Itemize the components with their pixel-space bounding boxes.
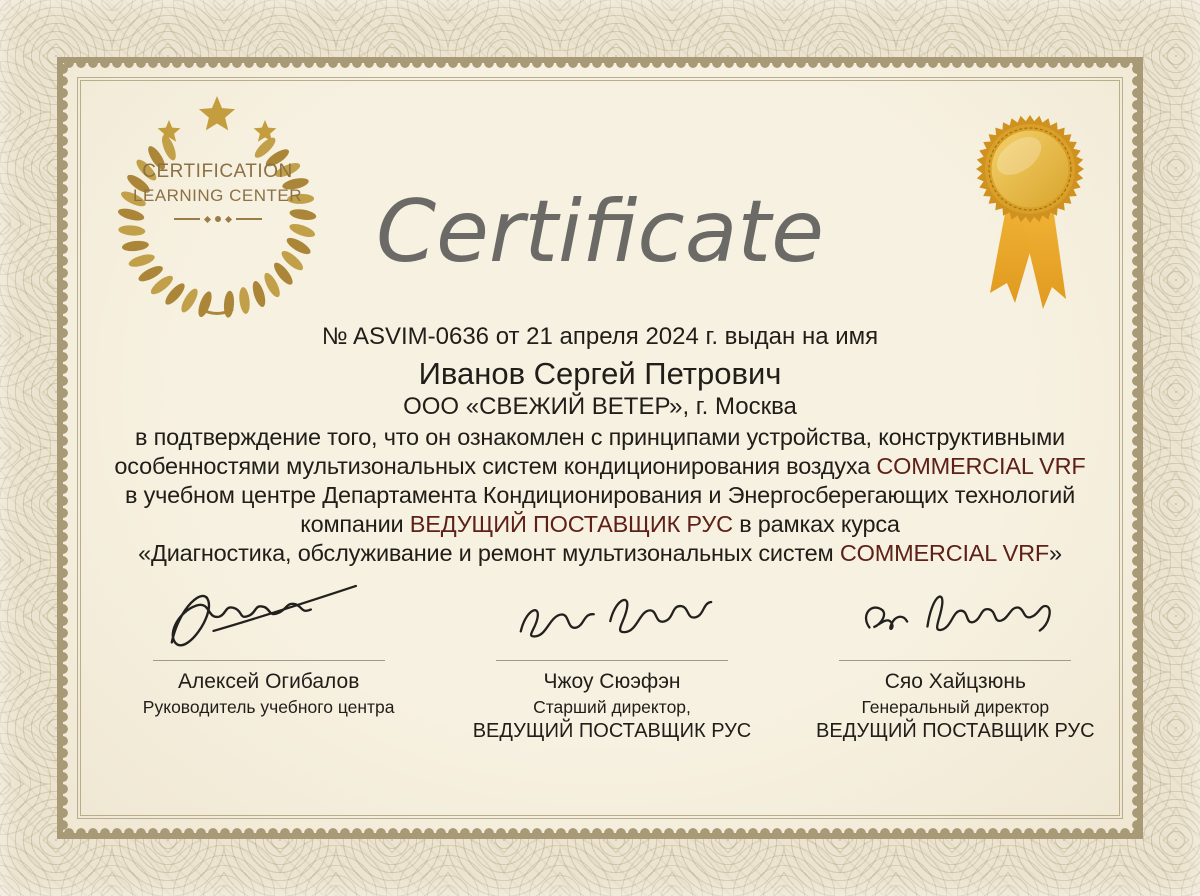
- signatory-name: Алексей Огибалов: [177, 670, 360, 693]
- accent-commercial-vrf: COMMERCIAL VRF: [876, 453, 1086, 479]
- body-text-segment: компании: [300, 511, 410, 537]
- body-text-segment: в учебном центре Департамента Кондиционирования и Энергосберегающих технологий: [124, 482, 1076, 508]
- body-text-segment: »: [1049, 540, 1062, 566]
- signature-stroke-icon: [835, 577, 1075, 657]
- body-line-3: [77, 481, 1123, 510]
- accent-commercial-vrf: COMMERCIAL VRF: [839, 540, 1049, 566]
- body-text-segment: «Диагностика, обслуживание и ремонт мультизональных систем: [138, 540, 840, 566]
- accent-company-name: ВЕДУЩИЙ ПОСТАВЩИК РУС: [409, 511, 733, 537]
- signature-block: [784, 577, 1127, 743]
- body-text-segment: особенностями мультизональных систем кондиционирования воздуха: [114, 453, 877, 479]
- signature-line: [153, 660, 385, 661]
- body-line-2: [77, 452, 1123, 481]
- signature-stroke-icon: [149, 577, 389, 657]
- signatory-name: Сяо Хайцзюнь: [884, 670, 1026, 693]
- issue-line: № ASVIM-0636 от 21 апреля 2024 г. выдан на имя: [321, 323, 879, 350]
- signature-block: [440, 577, 783, 743]
- certificate-body: [77, 423, 1123, 568]
- signatory-role: Генеральный директор: [861, 697, 1050, 717]
- signature-block: [97, 577, 440, 743]
- signatory-role: Старший директор,: [533, 697, 691, 717]
- body-text-segment: в подтверждение того, что он ознакомлен с принципами устройства, конструктивными: [135, 424, 1065, 450]
- signatures-row: [97, 577, 1127, 743]
- recipient-name: Иванов Сергей Петрович: [418, 356, 782, 391]
- signatory-company: ВЕДУЩИЙ ПОСТАВЩИК РУС: [816, 720, 1095, 742]
- logo-line2: LEARNING CENTER: [132, 186, 303, 205]
- logo-line1: CERTIFICATION: [142, 161, 293, 182]
- body-line-1: [77, 423, 1123, 452]
- signature-stroke-icon: [492, 577, 732, 657]
- signatory-company: ВЕДУЩИЙ ПОСТАВЩИК РУС: [472, 720, 752, 742]
- body-text-segment: в рамках курса: [732, 511, 900, 537]
- signatory-name: Чжоу Сюэфэн: [543, 670, 681, 693]
- signatory-role: Руководитель учебного центра: [142, 697, 395, 717]
- certificate-content: [57, 57, 1143, 839]
- body-line-4: [77, 510, 1123, 539]
- certificate-title: Certificate: [375, 182, 825, 282]
- body-line-5: [77, 539, 1123, 568]
- recipient-company: ООО «СВЕЖИЙ ВЕТЕР», г. Москва: [403, 393, 797, 420]
